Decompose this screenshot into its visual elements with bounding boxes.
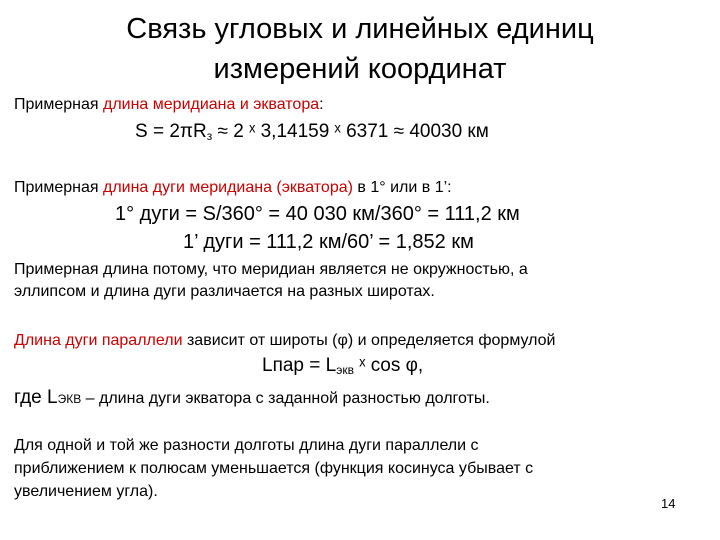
highlight-text: Длина дуги параллели (14, 332, 183, 349)
text: приближением к полюсам уменьшается (функция косинуса убывает с (14, 460, 534, 477)
subscript: ЭКВ (57, 392, 82, 406)
paragraph-cosine-line-2 (14, 458, 533, 480)
text: : (319, 96, 324, 113)
slide-title (0, 8, 720, 50)
subscript: з (206, 129, 213, 143)
text: Примерная (14, 179, 103, 196)
paragraph-meridian-length (14, 94, 324, 116)
formula-degree (115, 203, 520, 226)
paragraph-parallel (14, 330, 556, 352)
formula-circumference (135, 121, 489, 143)
paragraph-ellipse-line-1 (14, 259, 528, 281)
formula-text: 1’ дуги = 111,2 км/60’ = 1,852 км (183, 231, 474, 253)
paragraph-ellipse-line-2 (14, 281, 435, 303)
title-line-1: Связь угловых и линейных единиц (126, 13, 594, 45)
text: эллипсом и длина дуги различается на разных широтах. (14, 283, 435, 300)
formula-text: 1° дуги = S/360° = 40 030 км/360° = 111,2 км (115, 203, 520, 225)
formula-minute (183, 231, 474, 254)
text: зависит от широты (φ) и определяется формулой (182, 332, 556, 349)
slide-title-line-2 (0, 48, 720, 90)
page-number-text: 14 (661, 496, 676, 511)
title-line-2: измерений координат (213, 53, 507, 85)
highlight-text: длина дуги меридиана (экватора) (102, 179, 353, 196)
text: Примерная длина потому, что меридиан является не окружностью, а (14, 261, 528, 278)
subscript: экв (336, 363, 354, 377)
text: увеличением угла). (14, 483, 158, 500)
highlight-text: длина меридиана и экватора (102, 96, 320, 113)
paragraph-where (14, 387, 490, 410)
formula-part: S = 2πR (135, 121, 207, 142)
formula-parallel (262, 355, 423, 377)
paragraph-cosine-line-1 (14, 435, 479, 457)
paragraph-arc-length (14, 177, 452, 199)
formula-part: Lпар = L (262, 355, 337, 376)
text: Примерная (14, 96, 103, 113)
paragraph-cosine-line-3 (14, 481, 158, 503)
text: Для одной и той же разности долготы длина дуги параллели с (14, 437, 479, 454)
formula-part: ≈ 2 ˣ 3,14159 ˣ 6371 ≈ 40030 км (212, 121, 489, 142)
text: – длина дуги экватора с заданной разностью долготы. (81, 390, 490, 407)
page-number (661, 496, 675, 511)
formula-part: ˣ cos φ, (353, 355, 424, 376)
text: в 1° или в 1’: (352, 179, 452, 196)
text: где L (14, 387, 58, 408)
